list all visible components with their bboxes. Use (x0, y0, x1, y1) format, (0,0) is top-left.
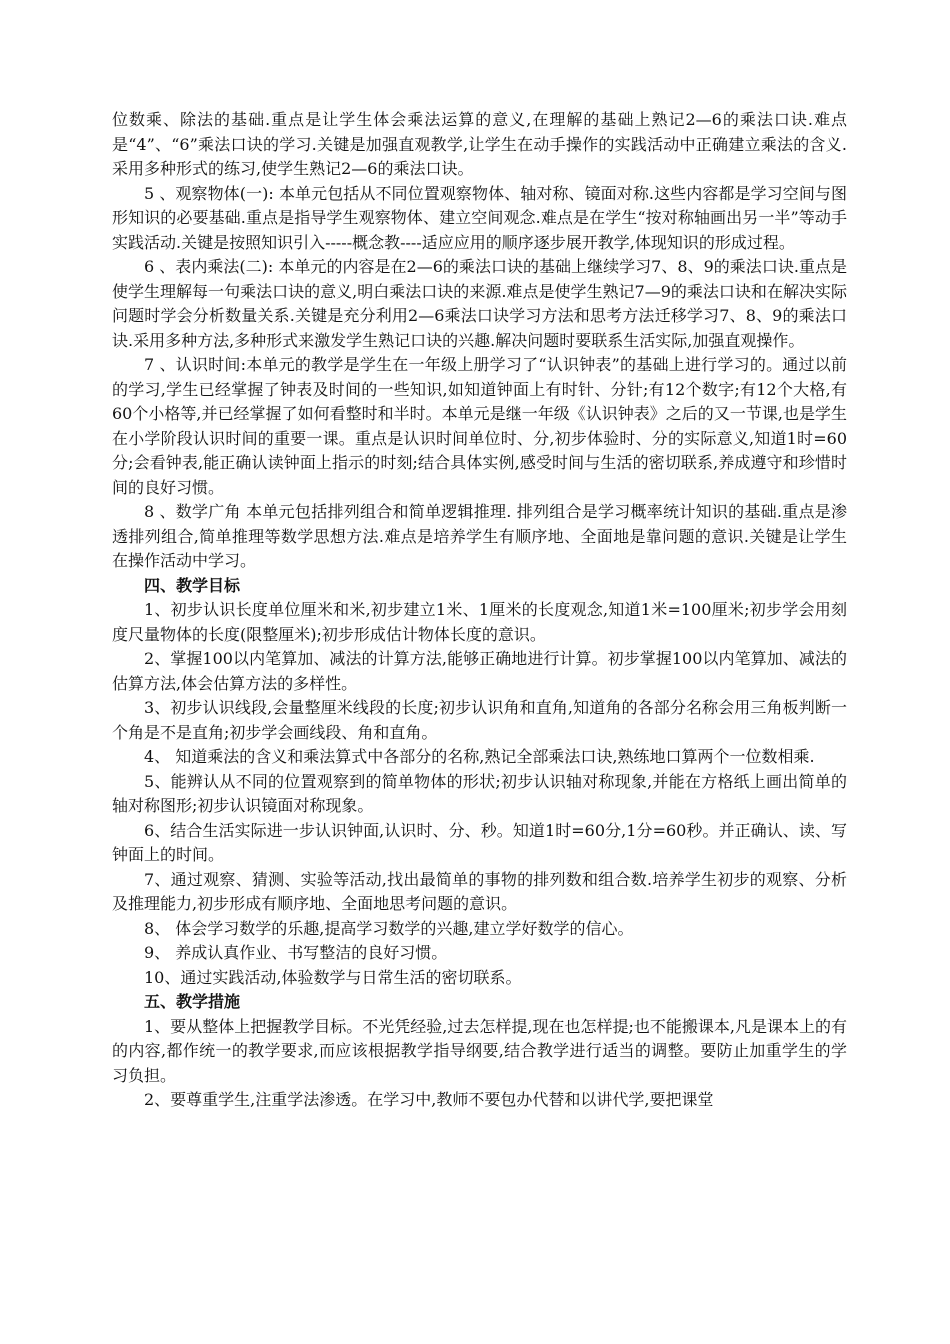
paragraph-unit-7: 7 、认识时间:本单元的教学是学生在一年级上册学习了“认识钟表”的基础上进行学习的。通过以前的学习,学生已经掌握了钟表及时间的一些知识,如知道钟面上有时针、分针;有12个数字;有12个大格,有60个小格等,并已经掌握了如何看整时和半时。本单元是继一年级《认识钟表》之后的又一节课,也是学生在小学阶段认识时间的重要一课。重点是认识时间单位时、分,初步体验时、分的实际意义,知道1时=60分;会看钟表,能正确认读钟面上指示的时刻;结合具体实例,感受时间与生活的密切联系,养成遵守和珍惜时间的良好习惯。 (112, 355, 847, 497)
measure-item-1: 1、要从整体上把握教学目标。不光凭经验,过去怎样提,现在也怎样提;也不能搬课本,凡是课本上的有的内容,都作统一的教学要求,而应该根据教学指导纲要,结合教学进行适当的调整。要防止加重学生的学习负担。 (112, 1016, 847, 1085)
goal-item-4: 4、 知道乘法的含义和乘法算式中各部分的名称,熟记全部乘法口诀,熟练地口算两个一位数相乘. (144, 747, 815, 766)
goal-item-6: 6、结合生活实际进一步认识钟面,认识时、分、秒。知道1时=60分,1分=60秒。并正确认、读、写钟面上的时间。 (112, 820, 847, 864)
paragraph-intro-continuation: 位数乘、除法的基础.重点是让学生体会乘法运算的意义,在理解的基础上熟记2—6的乘法口诀.难点是“4”、“6”乘法口诀的学习.关键是加强直观教学,让学生在动手操作的实践活动中正确建立乘法的含义.采用多种形式的练习,使学生熟记2—6的乘法口诀。 (112, 110, 847, 178)
measure-item-2: 2、要尊重学生,注重学法渗透。在学习中,教师不要包办代替和以讲代学,要把课堂 (144, 1090, 714, 1109)
paragraph-unit-6: 6 、表内乘法(二): 本单元的内容是在2—6的乘法口诀的基础上继续学习7、8、9的乘法口诀.重点是使学生理解每一句乘法口诀的意义,明白乘法口诀的来源.难点是使学生熟记7—9的乘法口诀和在解决实际问题时学会分析数量关系.关键是充分利用2—6乘法口诀学习方法和思考方法迁移学习7、8、9的乘法口诀.采用多种方法,多种形式来激发学生熟记口诀的兴趣.解决问题时要联系生活实际,加强直观操作。 (112, 257, 847, 350)
section-heading-teaching-measures: 五、教学措施 (144, 992, 241, 1011)
goal-item-2: 2、掌握100以内笔算加、减法的计算方法,能够正确地进行计算。初步掌握100以内笔算加、减法的估算方法,体会估算方法的多样性。 (112, 649, 847, 693)
goal-item-8: 8、 体会学习数学的乐趣,提高学习数学的兴趣,建立学好数学的信心。 (144, 918, 634, 938)
goal-item-7: 7、通过观察、猜测、实验等活动,找出最简单的事物的排列数和组合数.培养学生初步的观察、分析及推理能力,初步形成有顺序地、全面地思考问题的意识。 (112, 869, 847, 913)
document-page (112, 108, 847, 1113)
goal-item-9: 9、 养成认真作业、书写整洁的良好习惯。 (144, 943, 448, 962)
paragraph-unit-5: 5 、观察物体(一): 本单元包括从不同位置观察物体、轴对称、镜面对称.这些内容都是学习空间与图形知识的必要基础.重点是指导学生观察物体、建立空间观念.难点是在学生“按对称轴画出另一半”等动手实践活动.关键是按照知识引入-----概念教----适应应用的顺序逐步展开教学,体现知识的形成过程。 (112, 183, 847, 252)
goal-item-5: 5、能辨认从不同的位置观察到的简单物体的形状;初步认识轴对称现象,并能在方格纸上画出简单的轴对称图形;初步认识镜面对称现象。 (112, 771, 847, 815)
goal-item-1: 1、初步认识长度单位厘米和米,初步建立1米、1厘米的长度观念,知道1米=100厘米;初步学会用刻度尺量物体的长度(限整厘米);初步形成估计物体长度的意识。 (112, 600, 847, 644)
goal-item-3: 3、初步认识线段,会量整厘米线段的长度;初步认识角和直角,知道角的各部分名称会用三角板判断一个角是不是直角;初步学会画线段、角和直角。 (112, 698, 847, 742)
section-heading-teaching-goals: 四、教学目标 (144, 575, 241, 595)
goal-item-10: 10、通过实践活动,体验数学与日常生活的密切联系。 (144, 967, 522, 987)
paragraph-unit-8: 8 、数学广角 本单元包括排列组合和简单逻辑推理. 排列组合是学习概率统计知识的基础.重点是渗透排列组合,简单推理等数学思想方法.难点是培养学生有顺序地、全面地是靠问题的意识.关键是让学生在操作活动中学习。 (112, 502, 847, 570)
